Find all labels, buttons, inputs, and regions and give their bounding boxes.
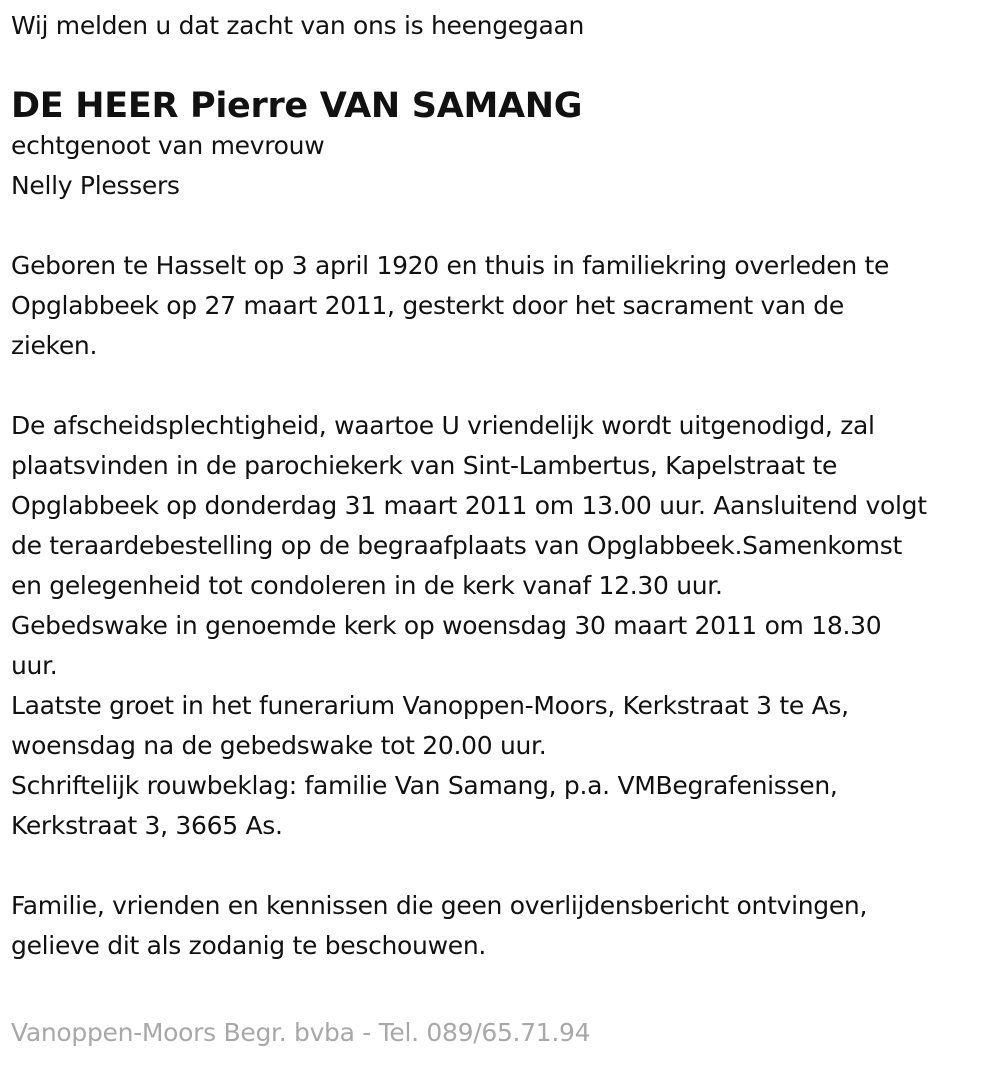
- paragraph-line: De afscheidsplechtigheid, waartoe U vriendelijk wordt uitgenodigd, zal: [11, 411, 875, 440]
- paragraph-line: Geboren te Hasselt op 3 april 1920 en thuis in familiekring overleden te: [11, 251, 890, 280]
- paragraph-line: Kerkstraat 3, 3665 As.: [11, 811, 283, 840]
- spacer: [11, 366, 996, 406]
- funeral-home-footer: Vanoppen-Moors Begr. bvba - Tel. 089/65.71.94: [11, 1018, 591, 1047]
- birth-death-paragraph: [11, 246, 996, 366]
- intro-text: Wij melden u dat zacht van ons is heengegaan: [11, 11, 585, 40]
- paragraph-line: woensdag na de gebedswake tot 20.00 uur.: [11, 731, 547, 760]
- paragraph-line: Schriftelijk rouwbeklag: familie Van Samang, p.a. VMBegrafenissen,: [11, 771, 838, 800]
- paragraph-line: Opglabbeek op 27 maart 2011, gesterkt door het sacrament van de: [11, 291, 844, 320]
- obituary-notice: [11, 6, 996, 966]
- spouse-line: echtgenoot van mevrouw: [11, 131, 325, 160]
- paragraph-line: Gebedswake in genoemde kerk op woensdag 30 maart 2011 om 18.30: [11, 611, 882, 640]
- paragraph-line: de teraardebestelling op de begraafplaats van Opglabbeek.Samenkomst: [11, 531, 902, 560]
- paragraph-line: zieken.: [11, 331, 98, 360]
- spacer: [11, 206, 996, 246]
- spacer: [11, 846, 996, 886]
- paragraph-line: Laatste groet in het funerarium Vanoppen-Moors, Kerkstraat 3 te As,: [11, 691, 849, 720]
- ceremony-paragraph: [11, 406, 996, 846]
- paragraph-line: uur.: [11, 651, 58, 680]
- spouse-line: Nelly Plessers: [11, 171, 180, 200]
- paragraph-line: gelieve dit als zodanig te beschouwen.: [11, 931, 487, 960]
- spouse-section: [11, 126, 996, 206]
- paragraph-line: en gelegenheid tot condoleren in de kerk vanaf 12.30 uur.: [11, 571, 723, 600]
- paragraph-line: Opglabbeek op donderdag 31 maart 2011 om 13.00 uur. Aansluitend volgt: [11, 491, 927, 520]
- closing-paragraph: [11, 886, 996, 966]
- paragraph-line: plaatsvinden in de parochiekerk van Sint-Lambertus, Kapelstraat te: [11, 451, 838, 480]
- paragraph-line: Familie, vrienden en kennissen die geen overlijdensbericht ontvingen,: [11, 891, 868, 920]
- deceased-name: DE HEER Pierre VAN SAMANG: [11, 86, 583, 126]
